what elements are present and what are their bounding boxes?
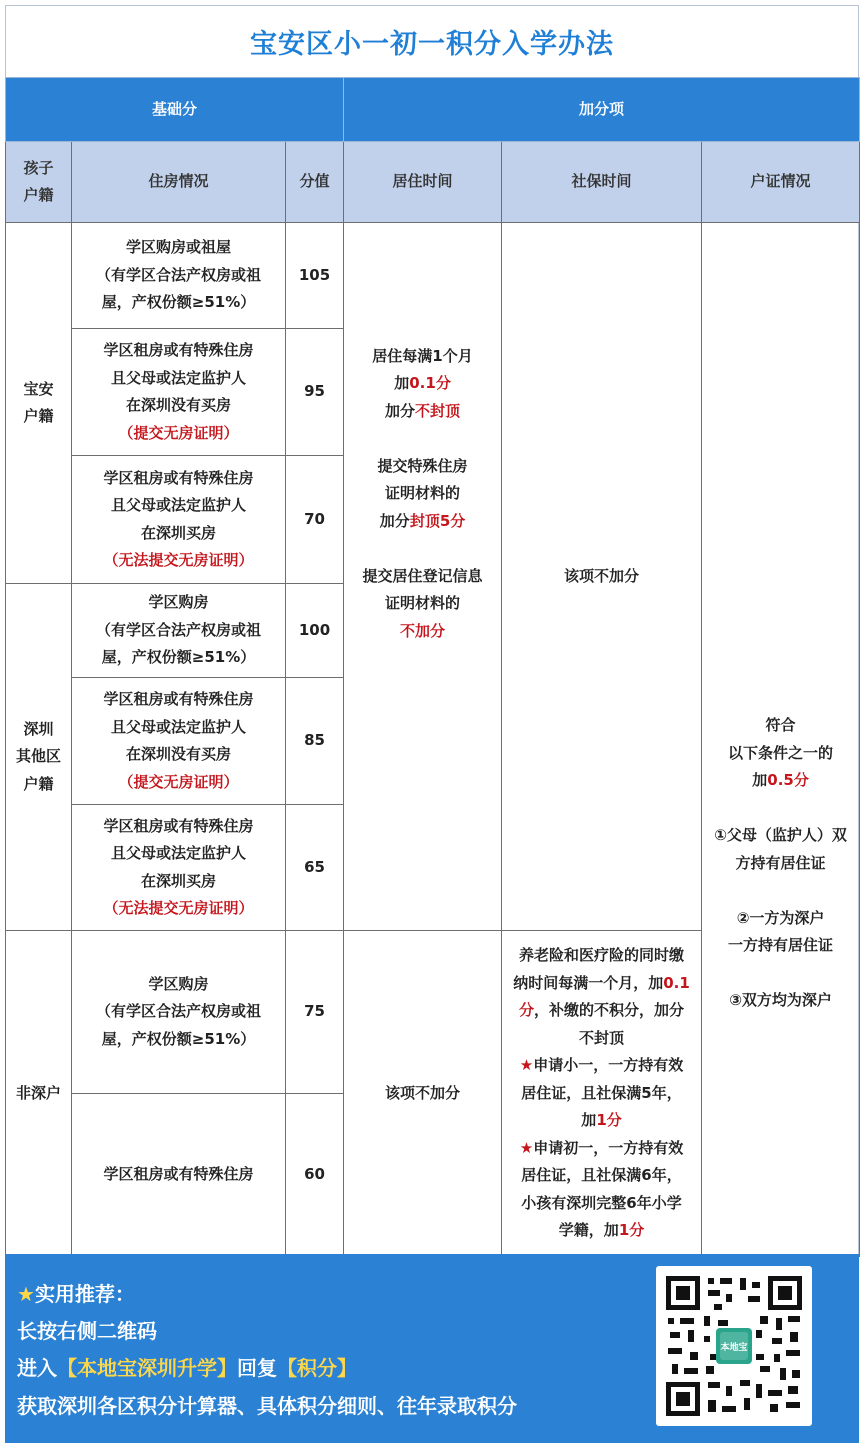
housing-cell: 学区租房或有特殊住房 — [72, 1094, 286, 1257]
score-header: 分值 — [286, 142, 344, 223]
group-other-districts: 深圳 其他区 户籍 — [6, 584, 72, 931]
promo-line-3: 进入【本地宝深圳升学】回复【积分】 — [17, 1356, 357, 1380]
residence-nonsz-cell: 该项不加分 — [344, 931, 502, 1257]
residence-cell: 居住每满1个月 加0.1分 加分不封顶 提交特殊住房 证明材料的 加分封顶5分 提交居住登记信息 证明材料的 不加分 — [344, 223, 502, 931]
score-cell: 70 — [286, 456, 344, 584]
star-icon: ★ — [17, 1282, 35, 1306]
social-security-nonsz-cell: 养老险和医疗险的同时缴 纳时间每满一个月，加0.1 分，补缴的不积分，加分 不封顶 ★申请小一，一方持有效 居住证，且社保满5年， 加1分 ★申请初一，一方持有效 居住证，且社保满6年， 小孩有深圳完整6年小学 学籍，加1分 — [502, 931, 702, 1257]
permit-cell: 符合 以下条件之一的 加0.5分 ①父母（监护人）双 方持有居住证 ②一方为深户 一方持有居住证 ③双方均为深户 — [702, 223, 860, 1257]
bonus-header: 加分项 — [344, 78, 860, 142]
score-cell: 95 — [286, 329, 344, 456]
svg-text:本地宝: 本地宝 — [720, 1343, 748, 1353]
housing-header: 住房情况 — [72, 142, 286, 223]
basic-score-header: 基础分 — [6, 78, 344, 142]
points-table — [5, 77, 860, 1257]
permit-header: 户证情况 — [702, 142, 860, 223]
score-cell: 85 — [286, 678, 344, 805]
promo-line-4: 获取深圳各区积分计算器、具体积分细则、往年录取积分 — [17, 1394, 517, 1418]
housing-cell: 学区购房或祖屋 （有学区合法产权房或祖 屋，产权份额≥51%） — [72, 223, 286, 329]
score-cell: 100 — [286, 584, 344, 678]
score-cell: 105 — [286, 223, 344, 329]
housing-cell: 学区购房 （有学区合法产权房或祖 屋，产权份额≥51%） — [72, 584, 286, 678]
promo-line-2: 长按右侧二维码 — [17, 1319, 157, 1343]
housing-cell: 学区租房或有特殊住房 且父母或法定监护人 在深圳没有买房 （提交无房证明） — [72, 329, 286, 456]
promo-footer — [5, 1254, 859, 1443]
qr-code[interactable] — [656, 1266, 812, 1426]
score-cell: 65 — [286, 805, 344, 931]
social-security-header: 社保时间 — [502, 142, 702, 223]
child-hukou-header: 孩子 户籍 — [6, 142, 72, 223]
page-title: 宝安区小一初一积分入学办法 — [250, 28, 614, 60]
group-baoan: 宝安 户籍 — [6, 223, 72, 584]
score-cell: 75 — [286, 931, 344, 1094]
score-cell: 60 — [286, 1094, 344, 1257]
promo-line-1: ★实用推荐： — [17, 1282, 135, 1306]
header-row-1 — [6, 78, 860, 142]
residence-time-header: 居住时间 — [344, 142, 502, 223]
housing-cell: 学区租房或有特殊住房 且父母或法定监护人 在深圳买房 （无法提交无房证明） — [72, 456, 286, 584]
social-security-sz-cell: 该项不加分 — [502, 223, 702, 931]
qr-code-icon — [664, 1274, 804, 1418]
housing-cell: 学区购房 （有学区合法产权房或祖 屋，产权份额≥51%） — [72, 931, 286, 1094]
table-row — [6, 223, 860, 329]
header-row-2 — [6, 142, 860, 223]
housing-cell: 学区租房或有特殊住房 且父母或法定监护人 在深圳买房 （无法提交无房证明） — [72, 805, 286, 931]
group-non-shenzhen: 非深户 — [6, 931, 72, 1257]
housing-cell: 学区租房或有特殊住房 且父母或法定监护人 在深圳没有买房 （提交无房证明） — [72, 678, 286, 805]
